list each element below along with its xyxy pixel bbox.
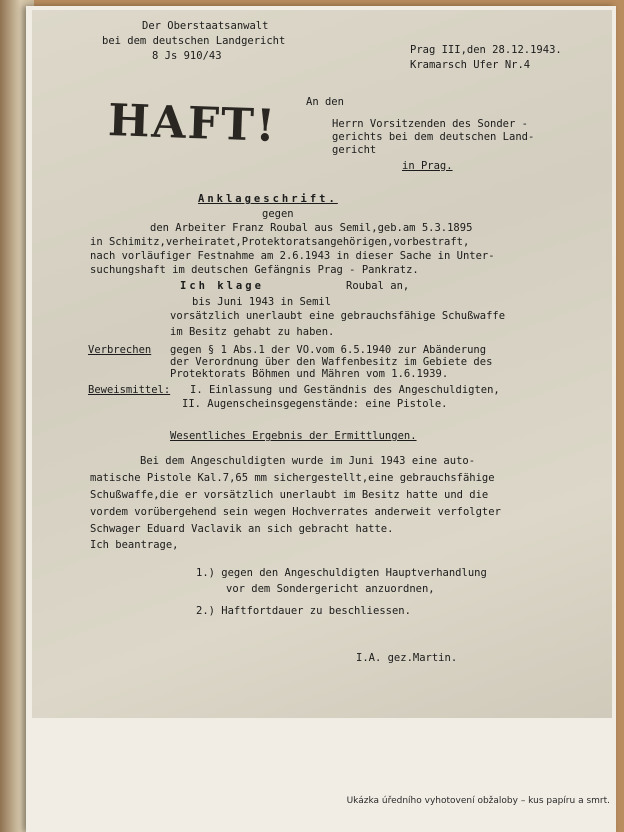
ergebnis-line5: Schwager Eduard Vaclavik an sich gebracht hatte. [90,523,394,535]
ergebnis-line3: Schußwaffe,die er vorsätzlich unerlaubt im Besitz hatte und die [90,489,489,501]
place-date: Prag III,den 28.12.1943. [410,44,562,56]
request-1: 1.) gegen den Angeschuldigten Hauptverhandlung [196,567,487,579]
verbrechen-label: Verbrechen [88,344,152,356]
ergebnis-heading: Wesentliches Ergebnis der Ermittlungen. [170,430,417,442]
recipient-line3: gericht [332,144,377,156]
klage: Ich klage [180,280,264,292]
indictment-document [32,10,612,718]
body-line2: in Schimitz,verheiratet,Protektoratsangehörigen,vorbestraft, [90,236,470,248]
an-den: An den [306,96,344,108]
document-title: Anklageschrift. [198,193,338,205]
verbrechen-line2: der Verordnung über den Waffenbesitz im Gebiete des [170,356,493,368]
ergebnis-line1: Bei dem Angeschuldigten wurde im Juni 1943 eine auto- [140,455,476,467]
body-line6: vorsätzlich unerlaubt eine gebrauchsfähige Schußwaffe [170,310,506,322]
beweis-line2: II. Augenscheinsgegenstände: eine Pistole. [182,398,448,410]
body-line1: den Arbeiter Franz Roubal aus Semil,geb.am 5.3.1895 [150,222,473,234]
beweis-label: Beweismittel: [88,384,171,396]
recipient-line1: Herrn Vorsitzenden des Sonder - [332,118,528,130]
beantrage: Ich beantrage, [90,539,179,551]
body-line7: im Besitz gehabt zu haben. [170,326,335,338]
document-photo [32,10,612,718]
sender-line1: Der Oberstaatsanwalt [142,20,269,32]
beweis-line1: I. Einlassung und Geständnis des Angeschuldigten, [190,384,500,396]
body-line5: bis Juni 1943 in Semil [192,296,332,308]
request-1b: vor dem Sondergericht anzuordnen, [226,583,435,595]
sender-line2: bei dem deutschen Landgericht [102,35,286,47]
body-line4: suchungshaft im deutschen Gefängnis Prag - Pankratz. [90,264,419,276]
request-2: 2.) Haftfortdauer zu beschliessen. [196,605,411,617]
body-line3: nach vorläufiger Festnahme am 2.6.1943 in dieser Sache in Unter- [90,250,495,262]
klage-rest: Roubal an, [346,280,410,292]
verbrechen-line3: Protektorats Böhmen und Mähren vom 1.6.1939. [170,368,449,380]
ergebnis-line4: vordem vorübergehend sein wegen Hochverrates anderweit verfolgter [90,506,501,518]
photo-caption: Ukázka úředního vyhotovení obžaloby – kus papíru a smrt. [346,796,610,806]
haft-stamp: HAFT! [107,95,278,152]
signature: I.A. gez.Martin. [356,652,458,664]
recipient-line2: gerichts bei dem deutschen Land- [332,131,535,143]
file-number: 8 Js 910/43 [152,50,222,62]
recipient-city: in Prag. [402,160,453,172]
book-page [26,6,616,832]
ergebnis-line2: matische Pistole Kal.7,65 mm sichergestellt,eine gebrauchsfähige [90,472,495,484]
address: Kramarsch Ufer Nr.4 [410,59,531,71]
verbrechen-line1: gegen § 1 Abs.1 der VO.vom 6.5.1940 zur Abänderung [170,344,487,356]
gegen: gegen [262,208,294,220]
